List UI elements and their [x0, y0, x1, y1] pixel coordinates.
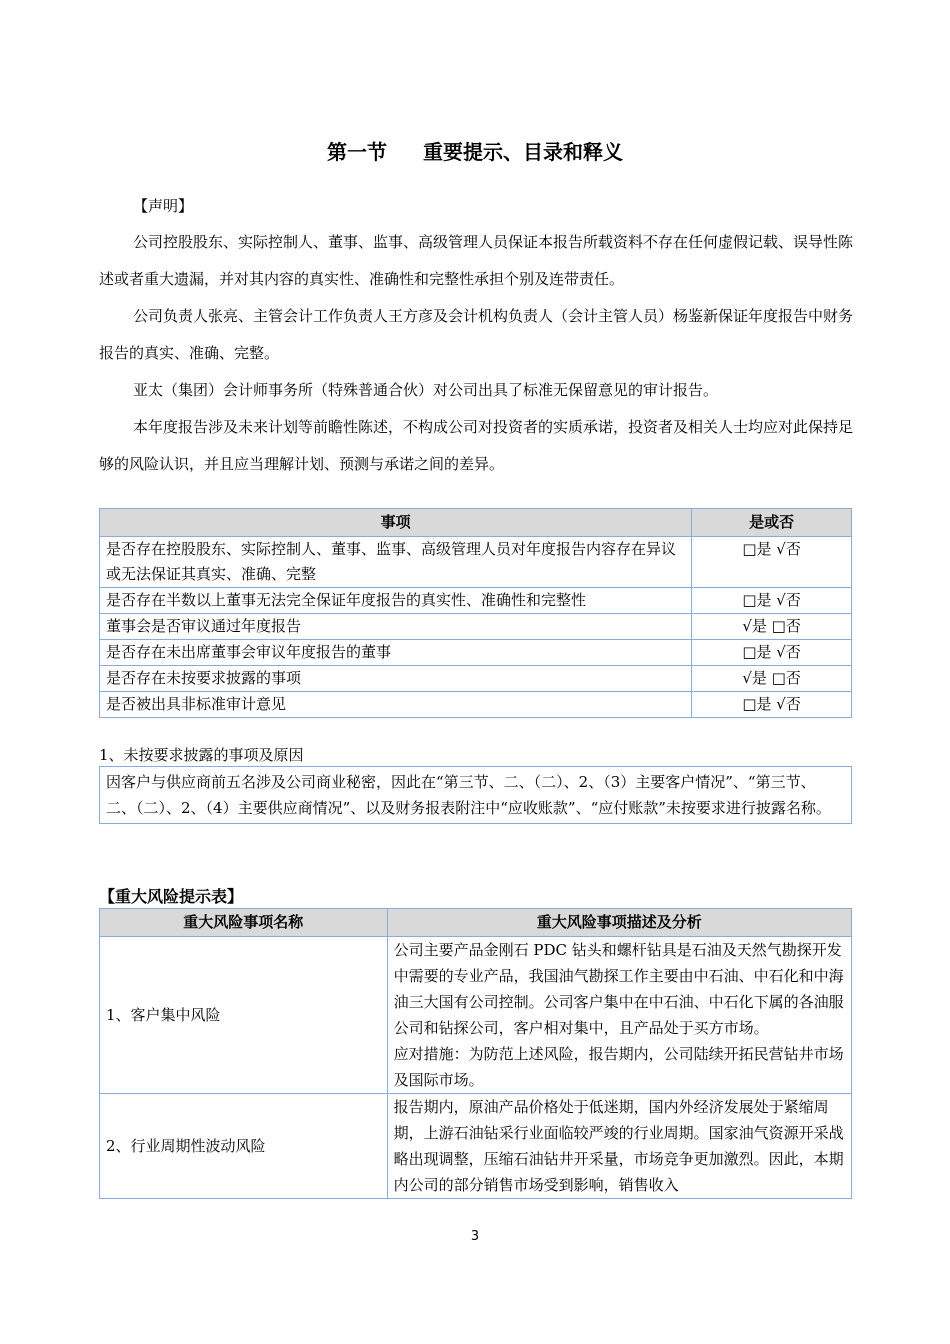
item-cell: 是否存在控股股东、实际控制人、董事、监事、高级管理人员对年度报告内容存在异议或无法保证其真实、准确、完整 — [100, 537, 692, 588]
column-header-item: 事项 — [100, 509, 692, 537]
paragraph-3: 亚太（集团）会计师事务所（特殊普通合伙）对公司出具了标准无保留意见的审计报告。 — [133, 381, 719, 399]
paragraph-2: 公司负责人张亮、主管会计工作负责人王方彦及会计机构负责人（会计主管人员）杨鉴新保证年度报告中财务报告的真实、准确、完整。 — [99, 307, 854, 362]
table-row — [100, 666, 852, 692]
answer-cell: □是 √否 — [692, 588, 852, 614]
paragraph-4: 本年度报告涉及未来计划等前瞻性陈述，不构成公司对投资者的实质承诺，投资者及相关人士均应对此保持足够的风险认识，并且应当理解计划、预测与承诺之间的差异。 — [99, 418, 854, 473]
risk-desc-cell — [387, 1094, 851, 1199]
page-number: 3 — [470, 1229, 480, 1244]
column-header-risk-desc: 重大风险事项描述及分析 — [387, 909, 851, 937]
undisclosed-table — [99, 766, 852, 824]
answer-cell: √是 □否 — [692, 614, 852, 640]
table-row — [100, 537, 852, 588]
undisclosed-heading: 1、未按要求披露的事项及原因 — [99, 746, 304, 764]
answer-cell: □是 √否 — [692, 537, 852, 588]
section-name: 重要提示、目录和释义 — [423, 140, 623, 164]
table-row — [100, 1094, 852, 1199]
section-title — [0, 136, 950, 165]
risk-measure: 应对措施：为防范上述风险，报告期内，公司陆续开拓民营钻井市场及国际市场。 — [393, 1045, 844, 1089]
statement-label: 【声明】 — [133, 197, 194, 215]
table-row — [100, 588, 852, 614]
column-header-answer: 是或否 — [692, 509, 852, 537]
answer-cell: □是 √否 — [692, 640, 852, 666]
undisclosed-text: 因客户与供应商前五名涉及公司商业秘密，因此在“第三节、二、（二）、2、（3）主要客户情况”、“第三节、二、（二）、2、（4）主要供应商情况”、以及财务报表附注中“应收账款”、“应付账款”未按要求进行披露名称。 — [100, 767, 852, 824]
section-number: 第一节 — [327, 140, 387, 164]
table-row — [100, 937, 852, 1094]
table-row — [100, 640, 852, 666]
table-row — [100, 767, 852, 824]
column-header-risk-name: 重大风险事项名称 — [100, 909, 388, 937]
answer-cell: □是 √否 — [692, 692, 852, 718]
risk-description: 报告期内，原油产品价格处于低迷期，国内外经济发展处于紧缩周期，上游石油钻采行业面临较严竣的行业周期。国家油气资源开采战略出现调整，压缩石油钻井开采量，市场竞争更加激烈。因此，本期内公司的部分销售市场受到影响，销售收入 — [393, 1098, 844, 1194]
declaration-table — [99, 508, 852, 718]
risk-desc-cell — [387, 937, 851, 1094]
risk-table — [99, 908, 852, 1199]
risk-description: 公司主要产品金刚石 PDC 钻头和螺杆钻具是石油及天然气勘探开发中需要的专业产品，我国油气勘探工作主要由中石油、中石化和中海油三大国有公司控制。公司客户集中在中石油、中石化下属的各油服公司和钻探公司，客户相对集中，且产品处于买方市场。 — [393, 941, 844, 1037]
paragraph-1: 公司控股股东、实际控制人、董事、监事、高级管理人员保证本报告所载资料不存在任何虚假记载、误导性陈述或者重大遗漏，并对其内容的真实性、准确性和完整性承担个别及连带责任。 — [99, 233, 854, 288]
risk-table-title: 【重大风险提示表】 — [99, 887, 244, 906]
table-row — [100, 692, 852, 718]
item-cell: 是否被出具非标准审计意见 — [100, 692, 692, 718]
risk-name-cell: 1、客户集中风险 — [100, 937, 388, 1094]
answer-cell: √是 □否 — [692, 666, 852, 692]
item-cell: 是否存在未按要求披露的事项 — [100, 666, 692, 692]
item-cell: 董事会是否审议通过年度报告 — [100, 614, 692, 640]
table-header — [100, 909, 852, 937]
item-cell: 是否存在未出席董事会审议年度报告的董事 — [100, 640, 692, 666]
risk-name-cell: 2、行业周期性波动风险 — [100, 1094, 388, 1199]
item-cell: 是否存在半数以上董事无法完全保证年度报告的真实性、准确性和完整性 — [100, 588, 692, 614]
table-header — [100, 509, 852, 537]
table-row — [100, 614, 852, 640]
